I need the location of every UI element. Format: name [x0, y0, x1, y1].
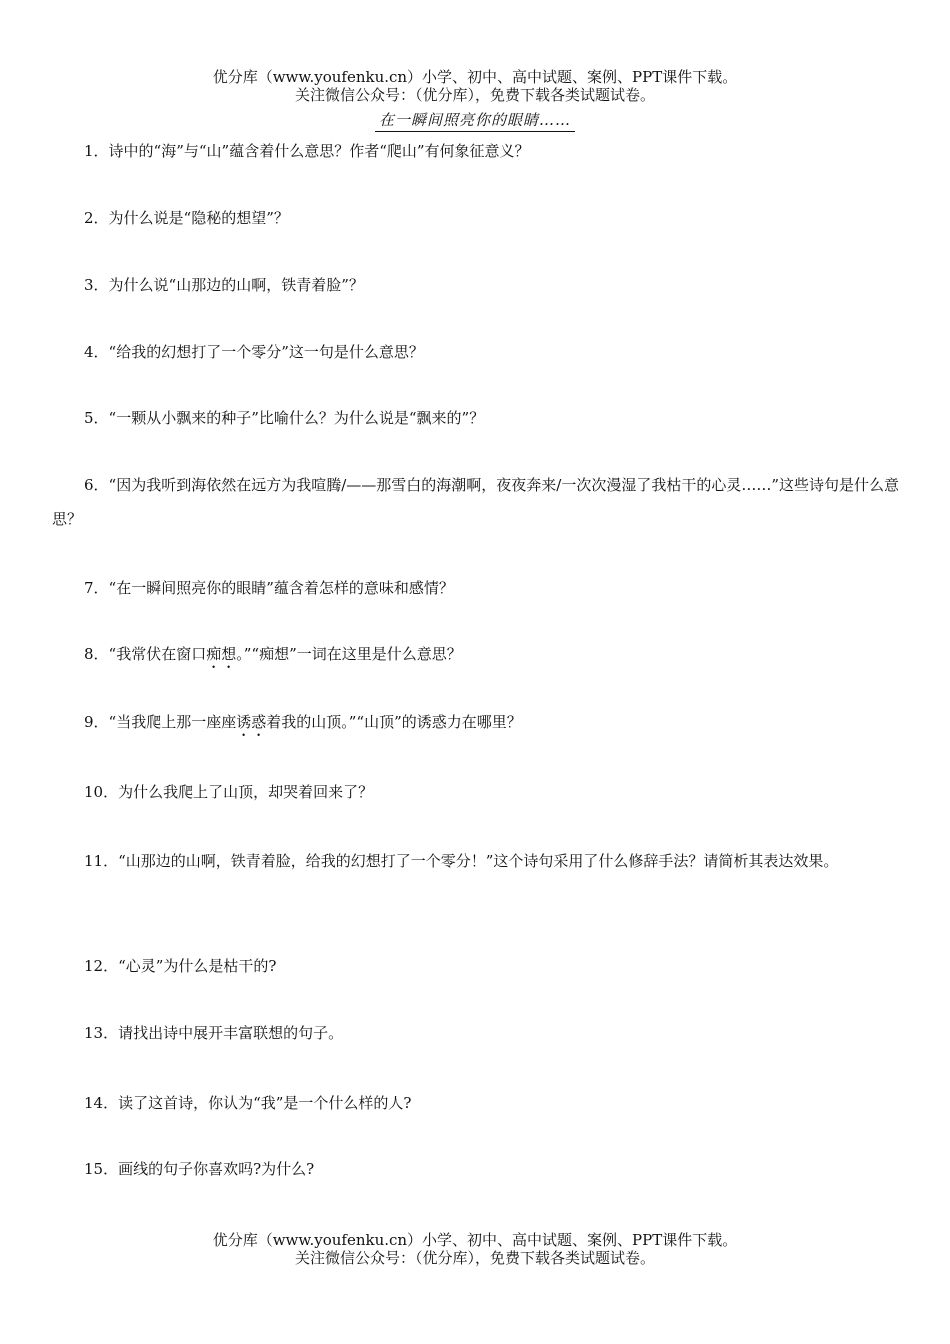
question-text: 请找出诗中展开丰富联想的句子。 [118, 1024, 344, 1042]
question-text: 画线的句子你喜欢吗?为什么? [118, 1160, 315, 1178]
question-number: 12． [84, 957, 119, 975]
question-text-start: “当我爬上那一座座 [108, 713, 237, 731]
question-number: 2． [84, 209, 109, 227]
poem-title [0, 109, 950, 132]
question-text: 读了这首诗，你认为“我”是一个什么样的人? [118, 1094, 412, 1112]
question-text: 诗中的“海”与“山”蕴含着什么意思？作者“爬山”有何象征意义？ [108, 142, 530, 160]
question-number: 5． [84, 409, 109, 427]
footer-line-2: 关注微信公众号：（优分库），免费下载各类试题试卷。 [294, 1249, 655, 1267]
question-5 [52, 401, 902, 435]
question-12 [52, 949, 902, 983]
question-text: “山那边的山啊，铁青着脸，给我的幻想打了一个零分！”这个诗句采用了什么修辞手法？请简析其表达效果。 [118, 852, 839, 870]
question-3 [52, 268, 902, 302]
footer-line-1: 优分库（www.youfenku.cn）小学、初中、高中试题、案例、PPT课件下载。 [212, 1231, 738, 1249]
question-number: 10． [84, 783, 119, 801]
question-8 [52, 637, 902, 672]
question-number: 1． [84, 142, 109, 160]
question-number: 6． [84, 476, 109, 494]
header-line-1: 优分库（www.youfenku.cn）小学、初中、高中试题、案例、PPT课件下载。 [212, 68, 738, 86]
question-text-end: 。”“痴想”一词在这里是什么意思？ [236, 645, 462, 663]
question-text: “因为我听到海依然在远方为我喧腾/——那雪白的海潮啊，夜夜奔来/一次次漫湿了我枯干的心灵……”这些诗句是什么意思？ [52, 476, 899, 528]
question-text: 为什么我爬上了山顶，却哭着回来了？ [118, 783, 374, 801]
question-11 [52, 844, 902, 878]
header-line-2: 关注微信公众号：（优分库），免费下载各类试题试卷。 [294, 86, 655, 104]
emphasized-word: 痴想 [206, 645, 237, 663]
question-number: 3． [84, 276, 109, 294]
question-text: “心灵”为什么是枯干的? [118, 957, 277, 975]
question-13 [52, 1016, 902, 1050]
question-1 [52, 134, 902, 168]
question-text: 为什么说“山那边的山啊，铁青着脸”？ [108, 276, 364, 294]
question-number: 13． [84, 1024, 119, 1042]
question-10 [52, 775, 902, 809]
question-number: 14． [84, 1094, 119, 1112]
question-number: 8． [84, 645, 109, 663]
question-4 [52, 335, 902, 369]
emphasized-word: 诱惑 [236, 713, 267, 731]
question-text: “一颗从小飘来的种子”比喻什么？为什么说是“飘来的”？ [108, 409, 485, 427]
question-number: 11． [84, 852, 119, 870]
page-header [0, 68, 950, 104]
question-number: 15． [84, 1160, 119, 1178]
poem-title-text: 在一瞬间照亮你的眼睛…… [375, 109, 575, 132]
question-9 [52, 705, 902, 740]
question-text: “给我的幻想打了一个零分”这一句是什么意思？ [108, 343, 424, 361]
question-15 [52, 1152, 902, 1186]
question-number: 9． [84, 713, 109, 731]
question-text-end: 着我的山顶。”“山顶”的诱惑力在哪里？ [266, 713, 522, 731]
question-7 [52, 571, 902, 605]
question-number: 4． [84, 343, 109, 361]
question-14 [52, 1086, 902, 1120]
question-2 [52, 201, 902, 235]
question-text: 为什么说是“隐秘的想望”？ [108, 209, 289, 227]
page-footer [0, 1231, 950, 1267]
question-text: “在一瞬间照亮你的眼睛”蕴含着怎样的意味和感情？ [108, 579, 454, 597]
question-number: 7． [84, 579, 109, 597]
question-text-start: “我常伏在窗口 [108, 645, 207, 663]
question-6 [52, 468, 902, 536]
